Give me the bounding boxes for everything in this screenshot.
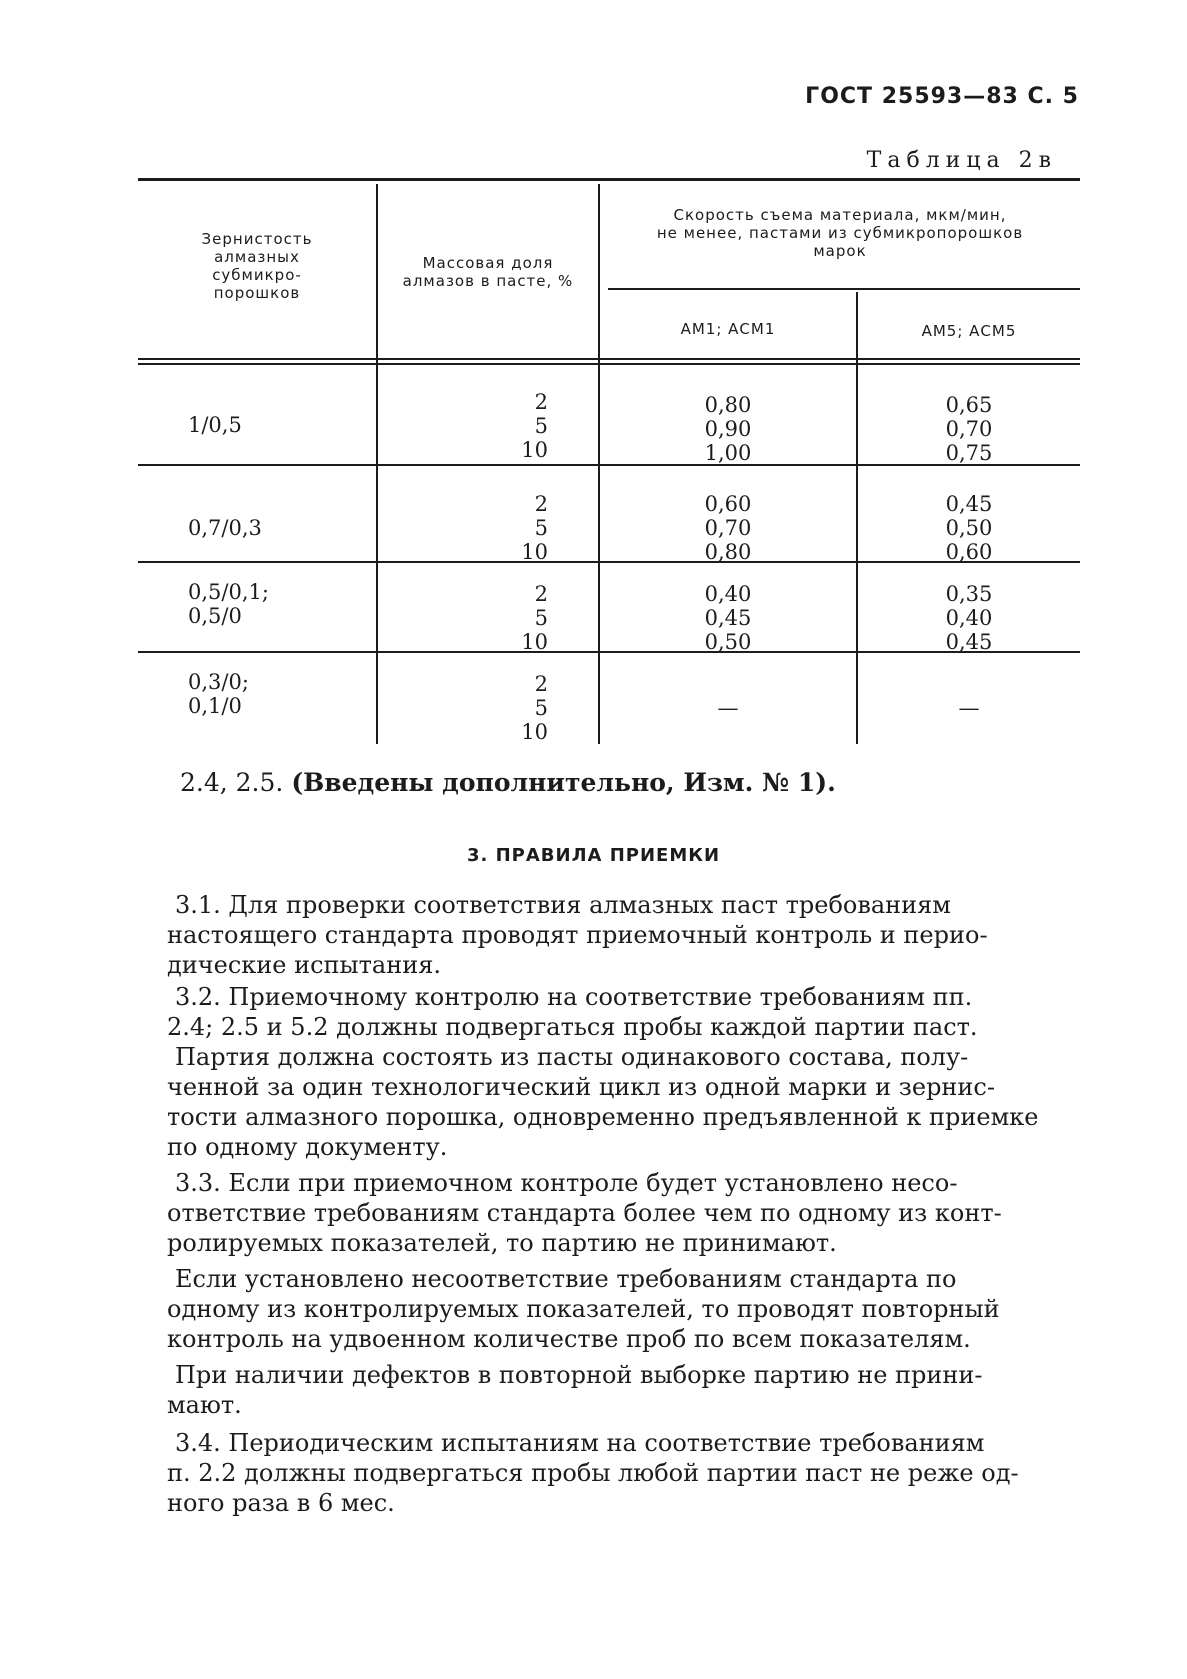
am1-value: 0,45 (704, 606, 752, 630)
am1-value: — (717, 696, 739, 720)
header-speed (600, 206, 1080, 260)
header-am1: АМ1; АСМ1 (680, 320, 776, 338)
table-header-rule-b (138, 363, 1080, 365)
mass-value: 5 (534, 414, 548, 438)
amendment-items: 2.4, 2.5. (180, 768, 284, 797)
mass-cell (438, 672, 548, 744)
header-speed-line: Скорость съема материала, мкм/мин, (673, 206, 1007, 224)
paragraph-3-2 (167, 982, 1070, 1042)
am5-value: 0,75 (945, 441, 993, 465)
amendment-note (180, 768, 836, 797)
mass-value: 10 (521, 630, 548, 654)
paragraph-3-1 (167, 890, 1070, 980)
mass-cell (438, 492, 548, 564)
mass-value: 2 (534, 492, 548, 516)
text-line: 3.1. Для проверки соответствия алмазных паст требованиям (175, 891, 951, 919)
grain-cell (188, 516, 262, 540)
am5-value: 0,35 (945, 582, 993, 606)
mass-cell (438, 390, 548, 462)
header-am5: АМ5; АСМ5 (921, 322, 1017, 340)
table-title: Таблица 2в (866, 148, 1057, 173)
text-line: 3.2. Приемочному контролю на соответствие требованиям пп. (175, 983, 973, 1011)
text-line: настоящего стандарта проводят приемочный контроль и перио- (167, 921, 988, 949)
mass-value: 10 (521, 540, 548, 564)
text-line: 3.4. Периодическим испытаниям на соответствие требованиям (175, 1429, 985, 1457)
mass-value: 10 (521, 438, 548, 462)
mass-value: 5 (534, 516, 548, 540)
data-table (138, 178, 1080, 744)
am1-value: 0,40 (704, 582, 752, 606)
header-speed-line: не менее, пастами из субмикропорошков (656, 224, 1024, 242)
text-line: При наличии дефектов в повторной выборке партию не прини- (175, 1361, 983, 1389)
am1-value: 0,80 (704, 540, 752, 564)
am5-value: 0,45 (945, 630, 993, 654)
header-speed-line: марок (813, 242, 867, 260)
am5-value: 0,45 (945, 492, 993, 516)
grain-value: 0,5/0 (188, 604, 242, 628)
grain-value: 0,3/0; (188, 670, 249, 694)
paragraph-3-4 (167, 1428, 1070, 1518)
text-line: тости алмазного порошка, одновременно предъявленной к приемке (167, 1103, 1039, 1131)
section-title: 3. ПРАВИЛА ПРИЕМКИ (466, 845, 721, 866)
am5-cell (858, 393, 1080, 465)
am5-value: 0,50 (945, 516, 993, 540)
mass-cell (438, 582, 548, 654)
grain-cell (188, 413, 242, 437)
header-grain-line: Зернистость (201, 230, 313, 248)
am1-cell (600, 582, 856, 654)
text-line: по одному документу. (167, 1133, 448, 1161)
am1-value: 0,50 (704, 630, 752, 654)
grain-cell (188, 580, 269, 628)
mass-value: 5 (534, 696, 548, 720)
text-line: п. 2.2 должны подвергаться пробы любой партии паст не реже од- (167, 1459, 1019, 1487)
text-line: Партия должна состоять из пасты одинакового состава, полу- (175, 1043, 969, 1071)
amendment-text: (Введены дополнительно, Изм. № 1). (291, 768, 836, 797)
text-line: ного раза в 6 мес. (167, 1489, 395, 1517)
paragraph-3-3-repeat (167, 1264, 1070, 1354)
paragraph-3-3-defects (167, 1360, 1070, 1420)
text-line: ченной за один технологический цикл из одной марки и зернис- (167, 1073, 995, 1101)
text-line: мают. (167, 1391, 242, 1419)
paragraph-3-2-lot (167, 1042, 1070, 1162)
am5-value: 0,40 (945, 606, 993, 630)
am1-cell (600, 696, 856, 720)
am5-value: 0,60 (945, 540, 993, 564)
am5-cell (858, 582, 1080, 654)
am5-cell (858, 492, 1080, 564)
am5-value: 0,65 (945, 393, 993, 417)
table-header-rule-a (138, 358, 1080, 360)
grain-value: 0,1/0 (188, 694, 242, 718)
text-line: контроль на удвоенном количестве проб по всем показателям. (167, 1325, 971, 1353)
header-grain (138, 230, 376, 302)
mass-value: 2 (534, 672, 548, 696)
header-mass-line: Массовая доля (422, 254, 554, 272)
table-top-rule (138, 178, 1080, 181)
am1-value: 0,70 (704, 516, 752, 540)
grain-value: 0,5/0,1; (188, 580, 269, 604)
am1-value: 0,80 (704, 393, 752, 417)
grain-value: 0,7/0,3 (188, 516, 262, 540)
header-mass (378, 254, 598, 290)
page-header: ГОСТ 25593—83 С. 5 (805, 84, 1079, 109)
text-line: 3.3. Если при приемочном контроле будет установлено несо- (175, 1169, 958, 1197)
grain-value: 1/0,5 (188, 413, 242, 437)
text-line: дические испытания. (167, 951, 441, 979)
header-grain-line: алмазных (214, 248, 300, 266)
am5-cell (858, 696, 1080, 720)
mass-value: 2 (534, 390, 548, 414)
text-line: ответствие требованиям стандарта более чем по одному из конт- (167, 1199, 1002, 1227)
mass-value: 5 (534, 606, 548, 630)
header-grain-line: порошков (213, 284, 301, 302)
am5-value: 0,70 (945, 417, 993, 441)
text-line: Если установлено несоответствие требованиям стандарта по (175, 1265, 957, 1293)
paragraph-3-3 (167, 1168, 1070, 1258)
am5-value: — (958, 696, 980, 720)
table-subheader-rule (608, 288, 1080, 290)
am1-value: 0,90 (704, 417, 752, 441)
header-mass-line: алмазов в пасте, % (402, 272, 574, 290)
text-line: ролируемых показателей, то партию не принимают. (167, 1229, 837, 1257)
header-grain-line: субмикро- (212, 266, 302, 284)
am1-cell (600, 393, 856, 465)
am1-value: 0,60 (704, 492, 752, 516)
am1-value: 1,00 (704, 441, 752, 465)
mass-value: 10 (521, 720, 548, 744)
mass-value: 2 (534, 582, 548, 606)
text-line: 2.4; 2.5 и 5.2 должны подвергаться пробы каждой партии паст. (167, 1013, 978, 1041)
am1-cell (600, 492, 856, 564)
grain-cell (188, 670, 249, 718)
text-line: одному из контролируемых показателей, то проводят повторный (167, 1295, 1000, 1323)
